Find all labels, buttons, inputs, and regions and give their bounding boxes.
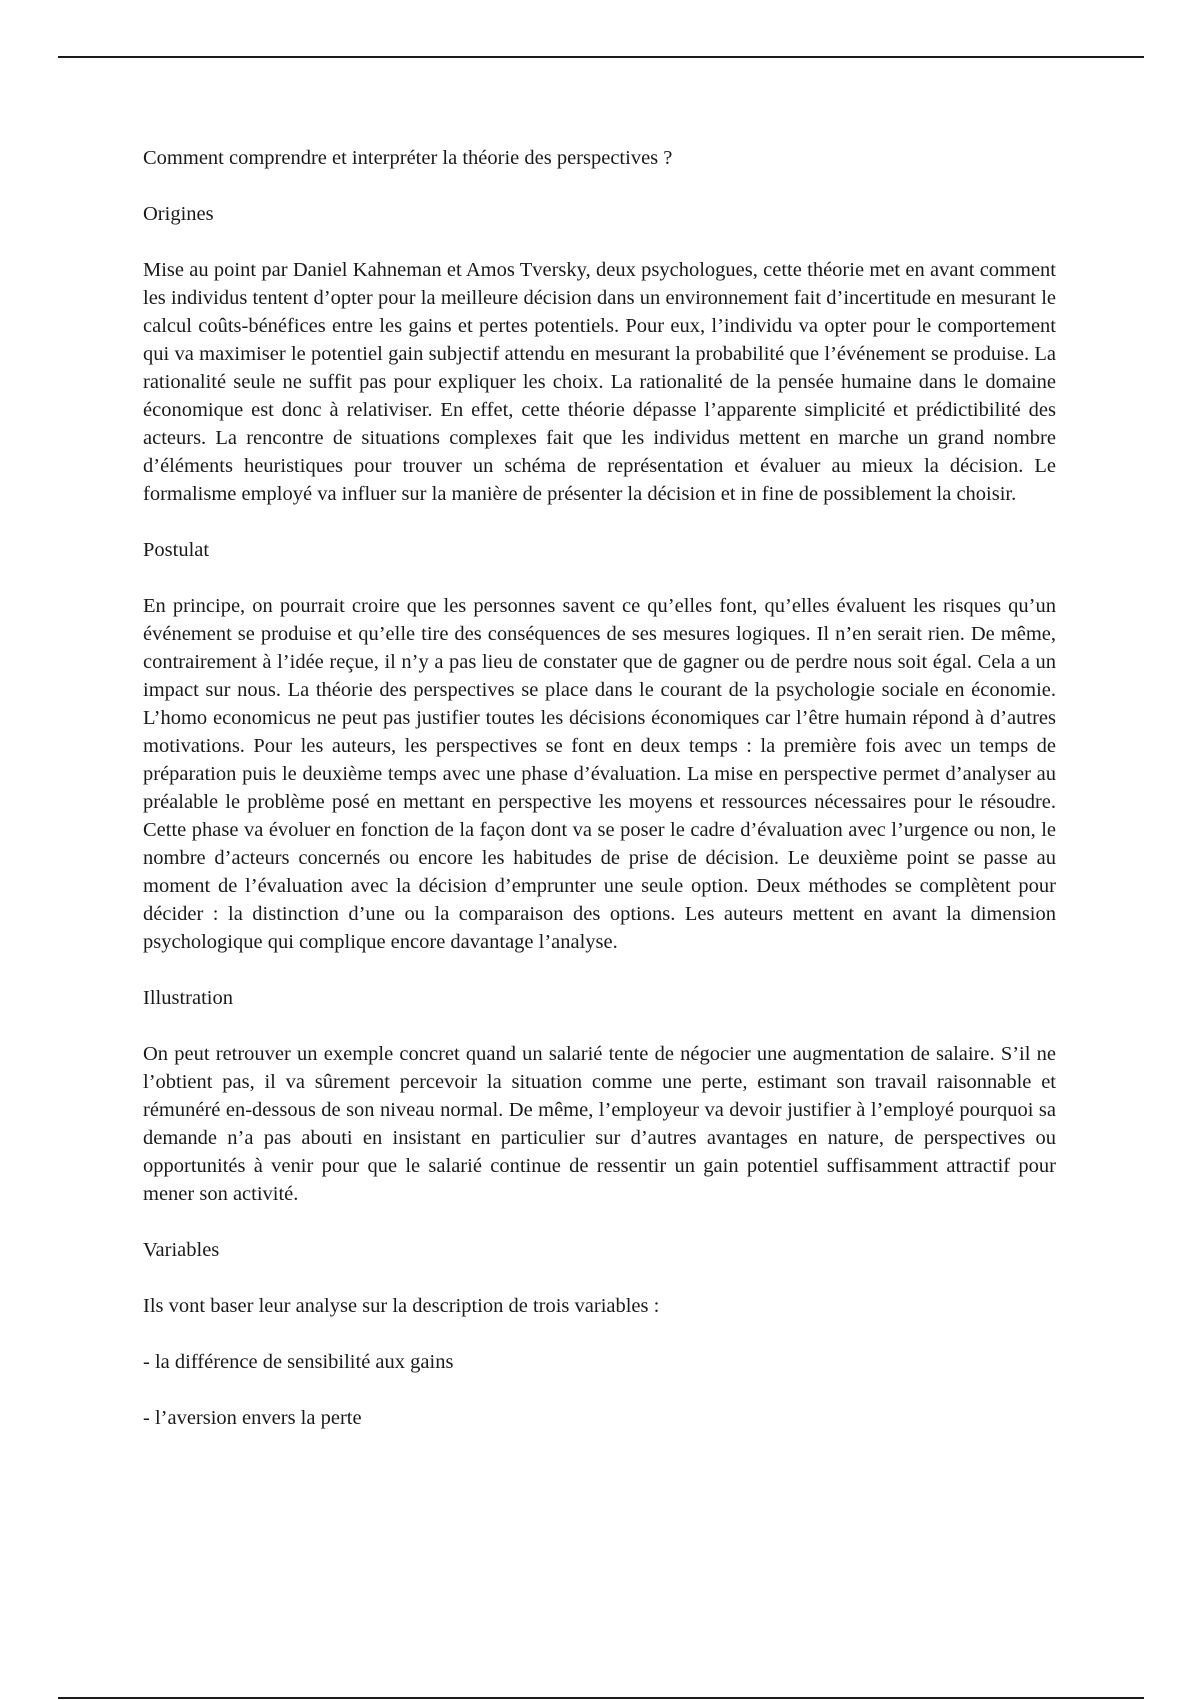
paragraph-postulat: En principe, on pourrait croire que les personnes savent ce qu’elles font, qu’elles évaluent les risques qu’un événement se produise et qu’elle tire des conséquences de ses mesures logiques. Il n’en serait rien. De même, contrairement à l’idée reçue, il n’y a pas lieu de constater que de gagner ou de perdre nous soit égal. Cela a un impact sur nous. La théorie des perspectives se place dans le courant de la psychologie sociale en économie. L’homo economicus ne peut pas justifier toutes les décisions économiques car l’être humain répond à d’autres motivations. Pour les auteurs, les perspectives se font en deux temps : la première fois avec un temps de préparation puis le deuxième temps avec une phase d’évaluation. La mise en perspective permet d’analyser au préalable le problème posé en mettant en perspective les moyens et ressources nécessaires pour le résoudre. Cette phase va évoluer en fonction de la façon dont va se poser le cadre d’évaluation avec l’urgence ou non, le nombre d’acteurs concernés ou encore les habitudes de prise de décision. Le deuxième point se passe au moment de l’évaluation avec la décision d’emprunter une seule option. Deux méthodes se complètent pour décider : la distinction d’une ou la comparaison des options. Les auteurs mettent en avant la dimension psychologique qui complique encore davantage l’analyse.	[143, 595, 1056, 953]
bottom-rule	[58, 1697, 1144, 1699]
paragraph-origines: Mise au point par Daniel Kahneman et Amos Tversky, deux psychologues, cette théorie met en avant comment les individus tentent d’opter pour la meilleure décision dans un environnement fait d’incertitude en mesurant le calcul coûts-bénéfices entre les gains et pertes potentiels. Pour eux, l’individu va opter pour le comportement qui va maximiser le potentiel gain subjectif attendu en mesurant la probabilité que l’événement se produise. La rationalité seule ne suffit pas pour expliquer les choix. La rationalité de la pensée humaine dans le domaine économique est donc à relativiser. En effet, cette théorie dépasse l’apparente simplicité et prédictibilité des acteurs. La rencontre de situations complexes fait que les individus mettent en marche un grand nombre d’éléments heuristiques pour trouver un schéma de représentation et évaluer au mieux la décision. Le formalisme employé va influer sur la manière de présenter la décision et in fine de possiblement la choisir.	[143, 259, 1056, 505]
list-item: - la différence de sensibilité aux gains	[143, 1351, 454, 1373]
document-title: Comment comprendre et interpréter la théorie des perspectives ?	[143, 147, 673, 169]
section-heading-variables: Variables	[143, 1239, 220, 1261]
list-item: - l’aversion envers la perte	[143, 1407, 362, 1429]
paragraph-illustration: On peut retrouver un exemple concret quand un salarié tente de négocier une augmentation de salaire. S’il ne l’obtient pas, il va sûrement percevoir la situation comme une perte, estimant son travail raisonnable et rémunéré en-dessous de son niveau normal. De même, l’employeur va devoir justifier à l’employé pourquoi sa demande n’a pas abouti en insistant en particulier sur d’autres avantages en nature, de perspectives ou opportunités à venir pour que le salarié continue de ressentir un gain potentiel suffisamment attractif pour mener son activité.	[143, 1043, 1056, 1205]
paragraph-variables-intro: Ils vont baser leur analyse sur la description de trois variables :	[143, 1295, 660, 1317]
document-body	[143, 144, 1056, 1460]
top-rule	[58, 56, 1144, 58]
section-heading-illustration: Illustration	[143, 987, 233, 1009]
section-heading-postulat: Postulat	[143, 539, 210, 561]
section-heading-origines: Origines	[143, 203, 214, 225]
